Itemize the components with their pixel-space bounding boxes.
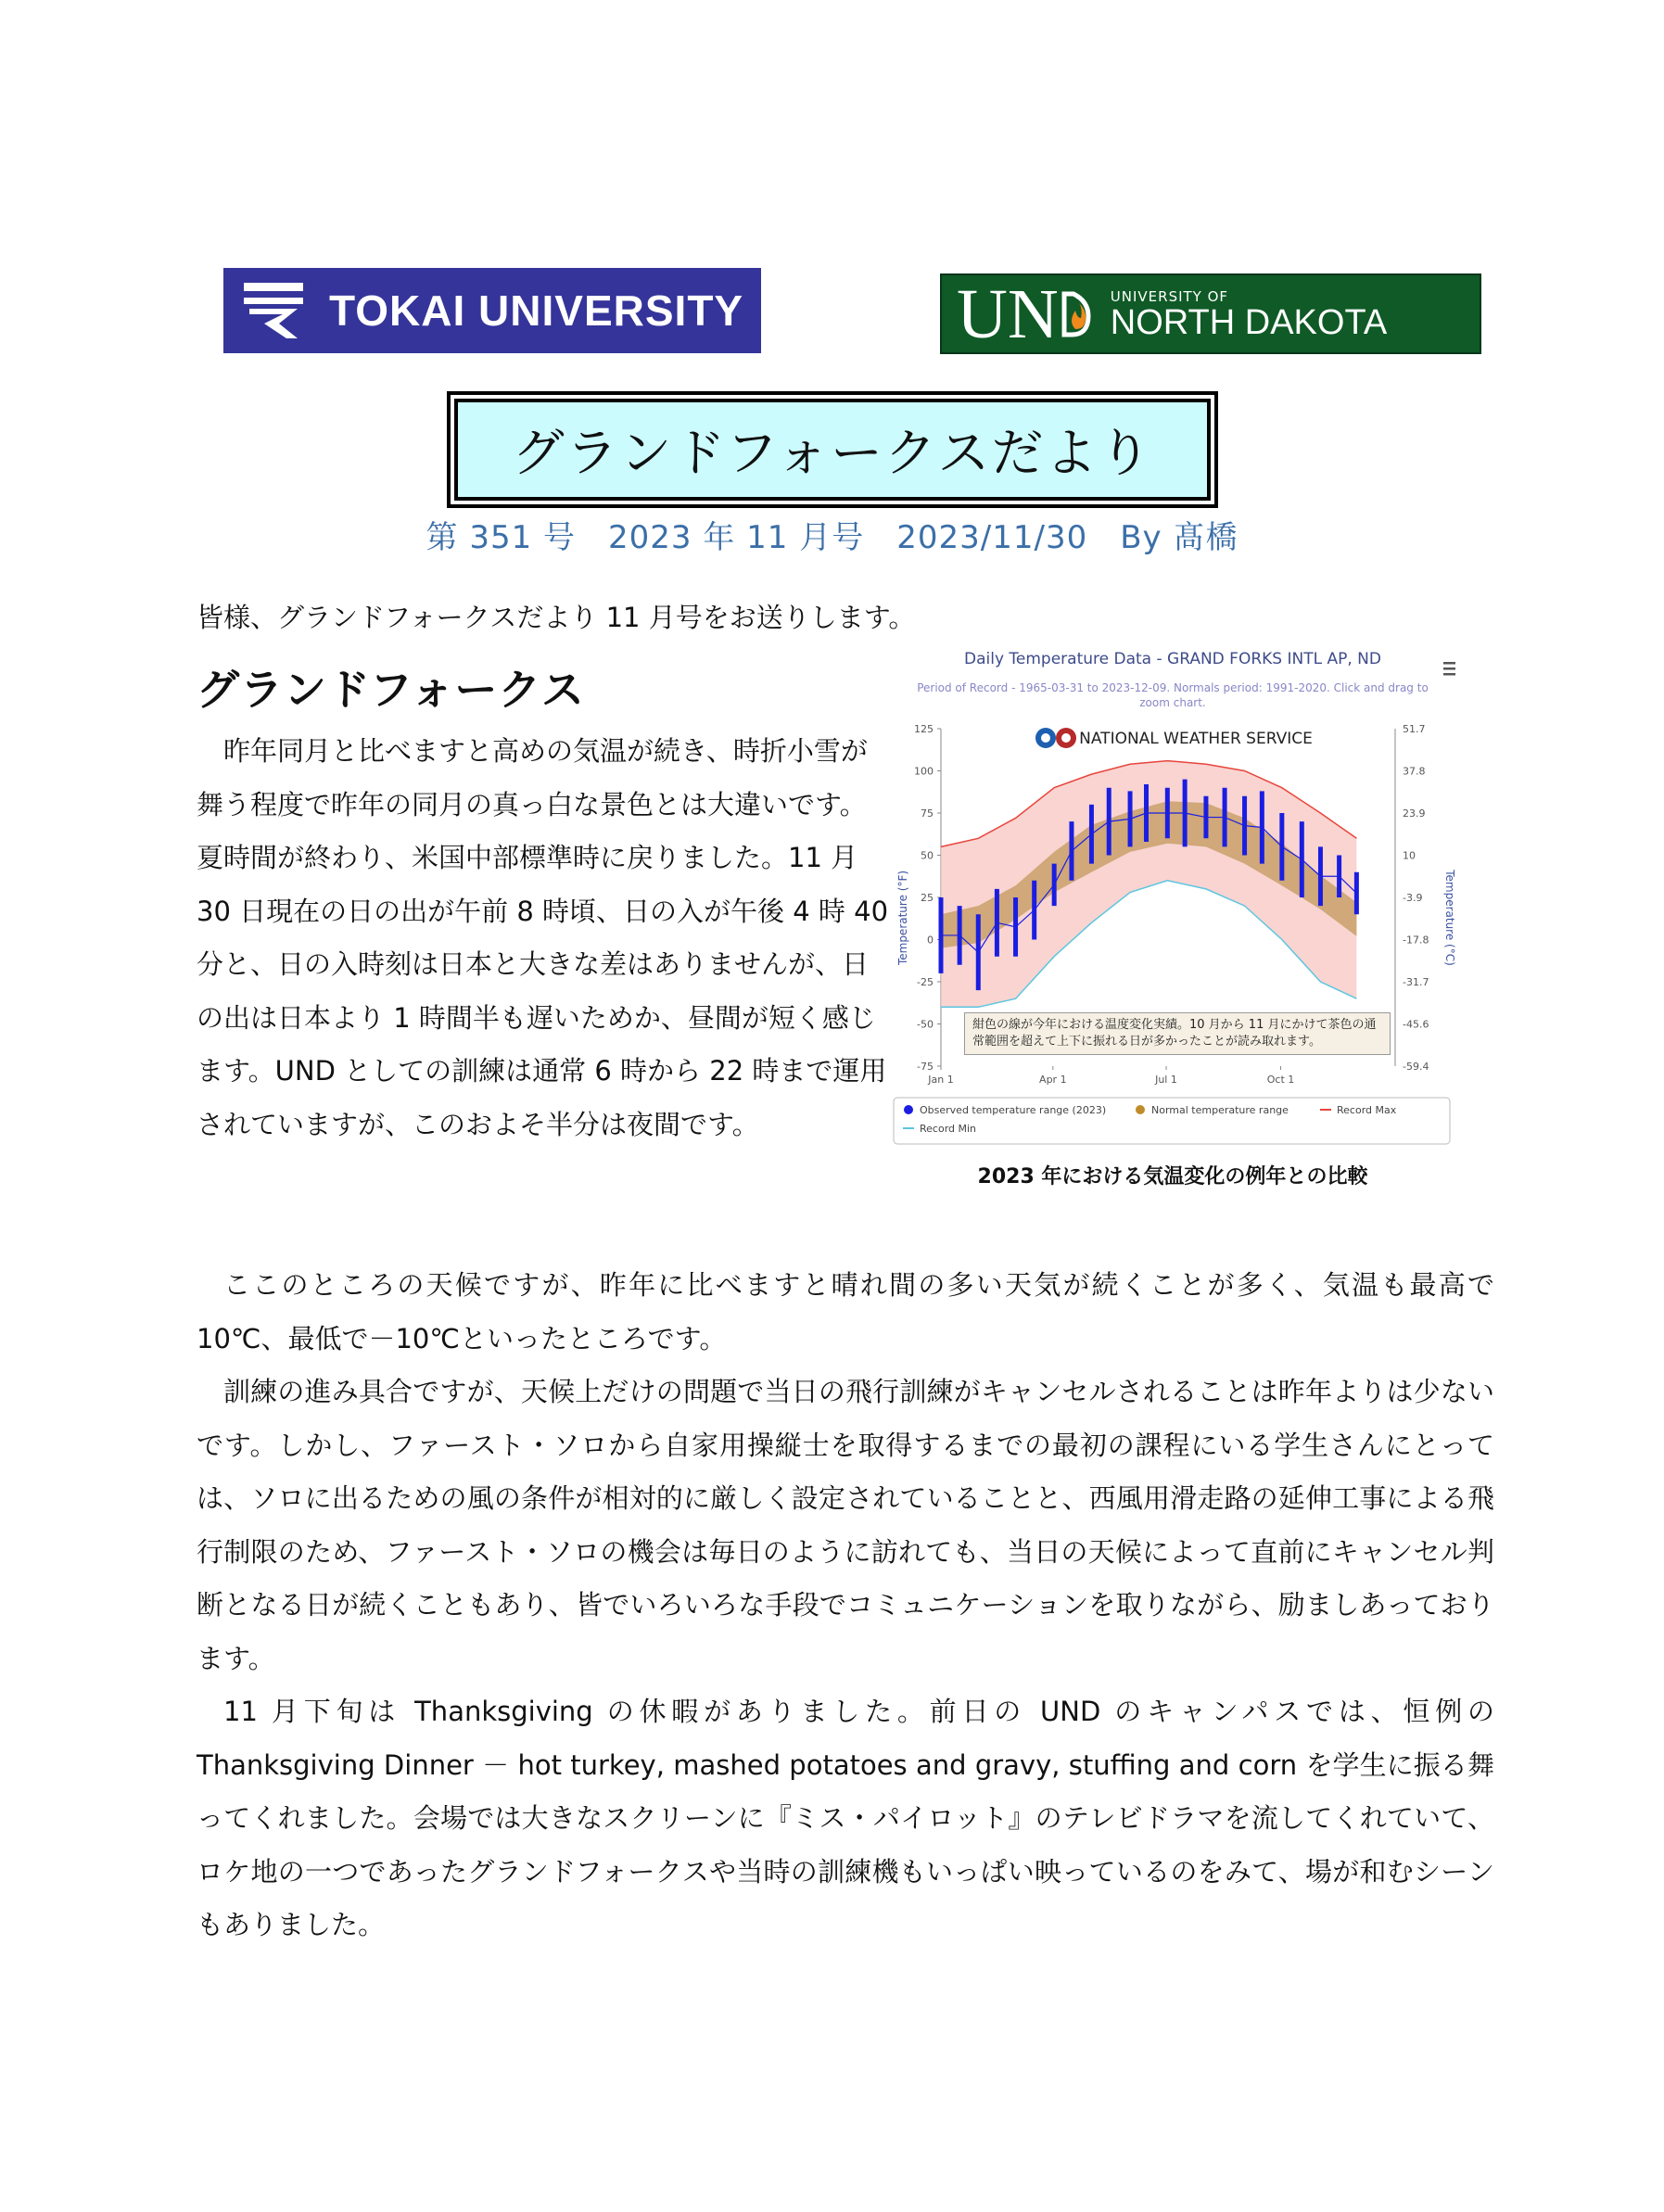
figure-caption: 2023 年における気温変化の例年との比較 (977, 1165, 1368, 1189)
legend-label: Observed temperature range (2023) (920, 1104, 1107, 1116)
y-tick-label-left: 0 (927, 934, 934, 947)
paragraph-thanksgiving: 11 月下旬は Thanksgiving の休暇がありました。前日の UND のキャンパスでは、恒例の Thanksgiving Dinner － hot turkey, mashed potatoes and gravy, stuffing and corn を学生に振る舞ってくれました。会場では大きなスクリーンに『ミス・パイロット』のテレビドラマを流してくれていて、ロケ地の一つであったグランドフォークスや当時の訓練機もいっぱい映っているのをみて、場が和むシーンもありました。 (197, 1696, 1494, 1940)
paragraph-daylight: 夏時間が終わり、米国中部標準時に戻りました。11 月 30 日現在の日の出が午前 8 時頃、日の入が午後 4 時 40 分と、日の入時刻は日本と大きな差はありませんが、日の出は日本より 1 時間半も遅いためか、昼間が短く感じます。UND としての訓練は通常 6 時から 22 時まで運用されていますが、このおよそ半分は夜間です。 (197, 842, 889, 1140)
chart-watermark: NATIONAL WEATHER SERVICE (1079, 730, 1313, 748)
legend-label: Record Max (1337, 1104, 1397, 1116)
legend-marker (904, 1105, 913, 1114)
tokai-emblem-icon (242, 277, 305, 344)
body-text (197, 1259, 1494, 1952)
temperature-chart (890, 640, 1455, 1159)
newsletter-title-box (454, 399, 1211, 501)
y-tick-label-left: 125 (914, 723, 934, 735)
y-tick-label-left: 75 (921, 807, 934, 820)
y-tick-label-right: 37.8 (1403, 765, 1426, 778)
y-tick-label-right: 10 (1403, 849, 1416, 862)
y-axis-label-right: Temperature (°C) (1443, 870, 1455, 966)
x-tick-label: Apr 1 (1039, 1074, 1067, 1086)
y-tick-label-right: 23.9 (1403, 807, 1426, 820)
legend-label: Normal temperature range (1151, 1104, 1289, 1116)
y-tick-label-right: -31.7 (1403, 976, 1429, 988)
y-tick-label-left: -50 (917, 1018, 934, 1031)
y-tick-label-left: -75 (917, 1061, 934, 1073)
paragraph-training: 訓練の進み具合ですが、天候上だけの問題で当日の飛行訓練がキャンセルされることは昨年よりは少ないです。しかし、ファースト・ソロから自家用操縦士を取得するまでの最初の課程にいる学生さんにとっては、ソロに出るための風の条件が相対的に厳しく設定されていることと、西風用滑走路の延伸工事による飛行制限のため、ファースト・ソロの機会は毎日のように訪れても、当日の天候によって直前にキャンセル判断となる日が続くこともあり、皆でいろいろな手段でコミュニケーションを取りながら、励ましあっております。 (197, 1376, 1494, 1674)
temperature-chart-svg (890, 640, 1455, 1159)
y-tick-label-left: -25 (917, 976, 934, 988)
x-tick-label: Oct 1 (1266, 1074, 1295, 1086)
y-tick-label-left: 25 (921, 892, 934, 904)
und-logo (940, 273, 1481, 354)
newsletter-title: グランドフォークスだより (512, 424, 1153, 484)
greeting: 皆様、グランドフォークスだより 11 月号をお送りします。 (197, 602, 916, 633)
chart-annotation: 紺色の線が今年における温度変化実績。10 月から 11 月にかけて茶色の通常範囲を超えて上下に振れる日が多かったことが読み取れます。 (964, 1012, 1391, 1055)
tokai-logo-text: TOKAI UNIVERSITY (329, 286, 744, 335)
y-tick-label-right: -45.6 (1403, 1018, 1429, 1031)
paragraph-recent-weather: ここのところの天候ですが、昨年に比べますと晴れ間の多い天気が続くことが多く、気温も最高で 10℃、最低で－10℃といったところです。 (197, 1269, 1494, 1354)
y-tick-label-right: 51.7 (1403, 723, 1426, 735)
legend-label: Record Min (920, 1123, 977, 1135)
y-tick-label-right: -59.4 (1403, 1061, 1429, 1073)
paragraph-weather: 昨年同月と比べますと高めの気温が続き、時折小雪が舞う程度で昨年の同月の真っ白な景色とは大違いです。 (197, 735, 868, 820)
y-tick-label-left: 100 (914, 765, 934, 778)
und-flame-icon (1061, 290, 1092, 338)
issue-line: 第 351 号 2023 年 11 月号 2023/11/30 By 髙橋 (426, 519, 1238, 556)
chart-menu-icon[interactable] (1443, 662, 1455, 676)
y-tick-label-right: -17.8 (1403, 934, 1429, 947)
und-name-text: NORTH DAKOTA (1110, 302, 1388, 342)
und-small-text: UNIVERSITY OF (1110, 287, 1229, 305)
y-tick-label-left: 50 (921, 849, 934, 862)
section-heading: グランドフォークス (197, 665, 585, 715)
legend-marker (1136, 1105, 1145, 1114)
x-tick-label: Jul 1 (1155, 1074, 1177, 1086)
und-wordmark: U N (957, 279, 1094, 350)
x-tick-label: Jan 1 (928, 1074, 954, 1086)
y-axis-label-left: Temperature (°F) (896, 870, 909, 966)
y-tick-label-right: -3.9 (1403, 892, 1423, 904)
chart-subtitle: Period of Record - 1965-03-31 to 2023-12-09. Normals period: 1991-2020. Click and drag to zoom chart. (917, 681, 1429, 709)
tokai-university-logo (223, 268, 761, 353)
chart-title: Daily Temperature Data - GRAND FORKS INTL AP, ND (964, 650, 1381, 668)
column-text (197, 725, 892, 1151)
